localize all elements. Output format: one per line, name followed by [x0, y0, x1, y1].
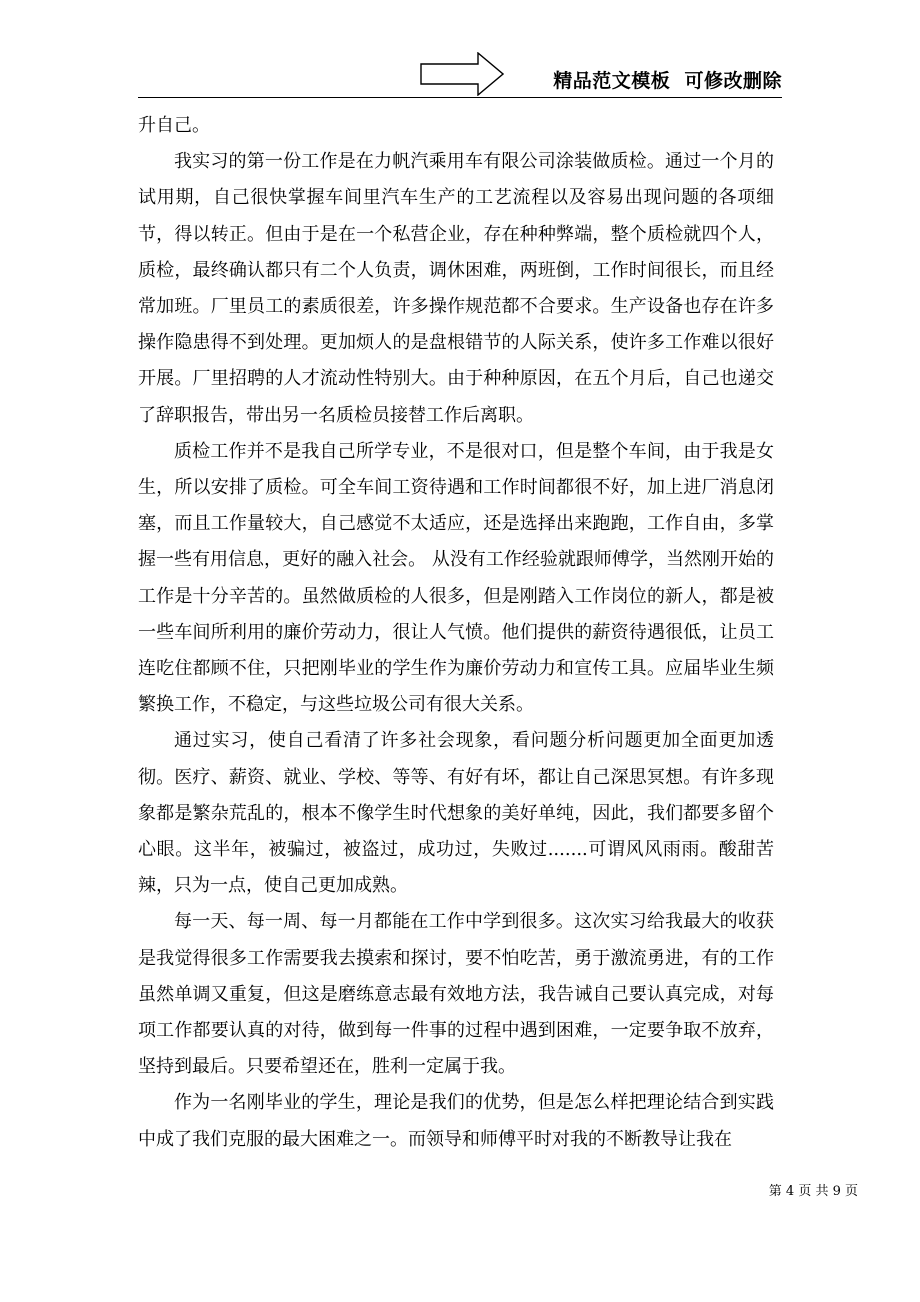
body-paragraph: 我实习的第一份工作是在力帆汽乘用车有限公司涂装做质检。通过一个月的试用期，自己很快掌握车间里汽车生产的工艺流程以及容易出现问题的各项细节，得以转正。但由于是在一个私营企业，存在种种弊端，整个质检就四个人，质检，最终确认都只有二个人负责，调休困难，两班倒，工作时间很长，而且经常加班。厂里员工的素质很差，许多操作规范都不合要求。生产设备也存在许多操作隐患得不到处理。更加烦人的是盘根错节的人际关系，使许多工作难以很好开展。厂里招聘的人才流动性特别大。由于种种原因，在五个月后，自己也递交了辞职报告，带出另一名质检员接替工作后离职。 — [138, 151, 774, 426]
page-header — [138, 52, 782, 98]
page-number: 第 4 页 共 9 页 — [768, 1184, 858, 1199]
header-divider — [138, 97, 782, 98]
header-title: 精品范文模板 可修改删除 — [553, 70, 782, 92]
arrow-right-icon — [420, 52, 504, 96]
body-paragraph: 通过实习，使自己看清了许多社会现象，看问题分析问题更加全面更加透彻。医疗、薪资、就业、学校、等等、有好有坏，都让自己深思冥想。有许多现象都是繁杂荒乱的，根本不像学生时代想象的美好单纯，因此，我们都要多留个心眼。这半年，被骗过，被盗过，成功过，失败过.......可谓风风雨雨。酸甜苦辣，只为一点，使自己更加成熟。 — [138, 730, 774, 897]
body-paragraph: 每一天、每一周、每一月都能在工作中学到很多。这次实习给我最大的收获是我觉得很多工作需要我去摸索和探讨，要不怕吃苦，勇于激流勇进，有的工作虽然单调又重复，但这是磨练意志最有效地方法，我告诫自己要认真完成，对每项工作都要认真的对待，做到每一件事的过程中遇到困难，一定要争取不放弃，坚持到最后。只要希望还在，胜利一定属于我。 — [138, 911, 774, 1078]
body-paragraph: 作为一名刚毕业的学生，理论是我们的优势，但是怎么样把理论结合到实践中成了我们克服的最大困难之一。而领导和师傅平时对我的不断教导让我在 — [138, 1092, 774, 1150]
body-paragraph: 质检工作并不是我自己所学专业，不是很对口，但是整个车间，由于我是女生，所以安排了质检。可全车间工资待遇和工作时间都很不好，加上进厂消息闭塞，而且工作量较大，自己感觉不太适应，还是选择出来跑跑，工作自由，多掌握一些有用信息，更好的融入社会。 从没有工作经验就跟师傅学，当然刚开始的工作是十分辛苦的。虽然做质检的人很多，但是刚踏入工作岗位的新人，都是被一些车间所利用的廉价劳动力，很让人气愤。他们提供的薪资待遇很低，让员工连吃住都顾不住，只把刚毕业的学生作为廉价劳动力和宣传工具。应届毕业生频繁换工作，不稳定，与这些垃圾公司有很大关系。 — [138, 440, 774, 716]
body-paragraph: 升自己。 — [138, 115, 210, 136]
document-body — [138, 108, 774, 1158]
